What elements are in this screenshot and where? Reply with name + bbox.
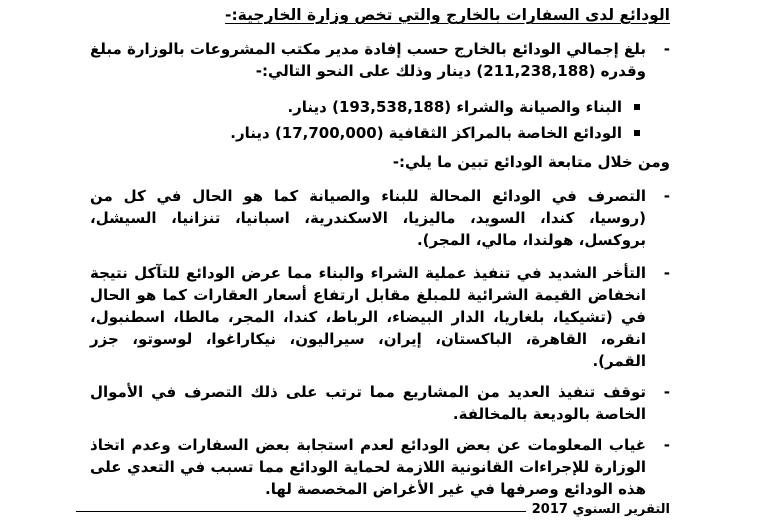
sub-list bbox=[90, 96, 670, 144]
dash-marker: - bbox=[663, 187, 670, 205]
finding-text: غياب المعلومات عن بعض الودائع لعدم استجابة بعض السفارات وعدم اتخاذ الوزارة للإجراءات القانونية اللازمة لحماية الودائع مما تسبب في التعدي على هذه الودائع وصرفها في غير الأغراض المخصصة لها. bbox=[90, 436, 646, 498]
finding-item bbox=[90, 381, 670, 425]
finding-paragraph bbox=[90, 381, 670, 425]
finding-paragraph bbox=[90, 185, 670, 251]
total-deposits-paragraph bbox=[90, 38, 670, 82]
sub-item-text: الودائع الخاصة بالمراكز الثقافية (17,700,000) دينار. bbox=[230, 124, 622, 142]
square-bullet-icon bbox=[634, 130, 640, 136]
sub-list-item bbox=[90, 96, 670, 122]
dash-marker: - bbox=[663, 383, 670, 401]
total-deposits-block bbox=[90, 38, 670, 82]
finding-item bbox=[90, 434, 670, 500]
finding-text: توقف تنفيذ العديد من المشاريع مما ترتب على ذلك التصرف في الأموال الخاصة بالوديعة بالمخالفة. bbox=[90, 383, 646, 423]
finding-text: التصرف في الودائع المحالة للبناء والصيانة كما هو الحال في كل من (روسيا، كندا، السويد، ماليزيا، الاسكندرية، اسبانيا، تنزانيا، السيشل، بروكسل، هولندا، مالي، المجر). bbox=[90, 187, 646, 249]
section-heading: الودائع لدى السفارات بالخارج والتي تخص وزارة الخارجية:- bbox=[225, 6, 670, 24]
sub-item-text: البناء والصيانة والشراء (193,538,188) دينار. bbox=[287, 98, 622, 116]
dash-marker: - bbox=[663, 436, 670, 454]
finding-paragraph bbox=[90, 262, 670, 372]
sub-list-item bbox=[90, 122, 670, 144]
dash-marker: - bbox=[663, 264, 670, 282]
findings-intro bbox=[90, 151, 670, 173]
footer-label: التقرير السنوي 2017 bbox=[526, 503, 670, 517]
paragraph-text: بلغ إجمالي الودائع بالخارج حسب إفادة مدير مكتب المشروعات بالوزارة مبلغ وقدره (211,238,188) دينار وذلك على النحو التالي:- bbox=[90, 40, 646, 80]
square-bullet-icon bbox=[634, 104, 640, 110]
finding-item bbox=[90, 185, 670, 251]
intro-text: ومن خلال متابعة الودائع تبين ما يلي:- bbox=[392, 153, 670, 171]
finding-paragraph bbox=[90, 434, 670, 500]
finding-item bbox=[90, 262, 670, 372]
dash-marker: - bbox=[663, 40, 670, 58]
finding-text: التأخر الشديد في تنفيذ عملية الشراء والبناء مما عرض الودائع للتآكل نتيجة انخفاض القيمة الشرائية للمبلغ مقابل ارتفاع أسعار العقارات كما هو الحال في (تشيكيا، بلغاريا، الدار البيضاء، الرباط، كندا، المجر، مالطا، اسطنبول، انقره، القاهرة، الباكستان، إيران، سيراليون، نيكاراغوا، لوسوتو، جزر القمر). bbox=[90, 264, 646, 370]
